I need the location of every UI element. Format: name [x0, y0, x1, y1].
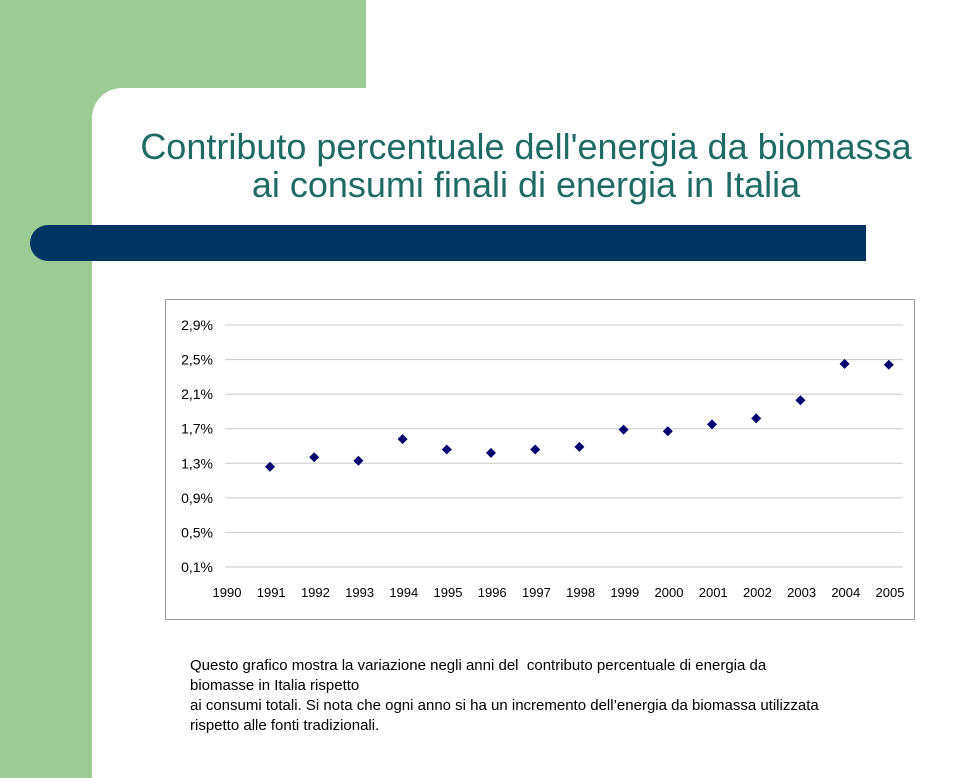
caption-line-2: biomasse in Italia rispetto	[190, 677, 360, 694]
y-tick-label: 0,9%	[181, 489, 213, 506]
y-tick-label: 0,5%	[181, 524, 213, 541]
x-tick-label: 2005	[875, 585, 905, 600]
y-tick-label: 2,9%	[181, 317, 213, 333]
data-point-1995	[486, 448, 496, 458]
x-tick-label: 2003	[787, 585, 817, 600]
data-point-2003	[840, 359, 850, 369]
y-tick-label: 1,7%	[181, 420, 213, 437]
x-tick-label: 1996	[477, 585, 507, 600]
title-underline-bar	[30, 225, 866, 261]
caption-line-3: ai consumi totali. Si nota che ogni anno si ha un incremento dell’energia da biomassa utilizzata	[190, 697, 819, 714]
data-point-2001	[751, 413, 761, 423]
data-point-2004	[884, 360, 894, 370]
title-line-1: Contributo percentuale dell'energia da biomassa	[140, 126, 912, 167]
biomass-percentage-chart	[165, 299, 915, 620]
data-point-1994	[442, 444, 452, 454]
x-axis-ticks	[213, 585, 905, 600]
x-tick-label: 1991	[256, 585, 286, 600]
caption-line-1: Questo grafico mostra la variazione negli anni del contributo percentuale di energia da	[190, 657, 767, 674]
x-tick-label: 2004	[831, 585, 861, 600]
x-tick-label: 2002	[742, 585, 772, 600]
data-point-1992	[353, 456, 363, 466]
y-tick-label: 2,5%	[181, 351, 213, 368]
x-tick-label: 1990	[212, 585, 242, 600]
y-tick-label: 2,1%	[181, 386, 213, 403]
caption-line-4: rispetto alle fonti tradizionali.	[190, 717, 380, 734]
y-tick-label: 0,1%	[181, 559, 213, 575]
x-tick-label: 1993	[345, 585, 375, 600]
data-point-1996	[530, 444, 540, 454]
data-point-2002	[795, 395, 805, 405]
x-tick-label: 1999	[610, 585, 640, 600]
y-axis-ticks	[181, 317, 213, 575]
x-tick-label: 1994	[389, 585, 419, 600]
x-tick-label: 2000	[654, 585, 684, 600]
slide-title	[92, 128, 960, 204]
data-point-1997	[574, 442, 584, 452]
data-point-1999	[663, 426, 673, 436]
background-green-strip	[0, 0, 92, 778]
x-tick-label: 1992	[300, 585, 330, 600]
x-tick-label: 1998	[566, 585, 596, 600]
title-line-2: ai consumi finali di energia in Italia	[251, 164, 801, 205]
data-point-1993	[398, 434, 408, 444]
y-tick-label: 1,3%	[181, 455, 213, 472]
x-tick-label: 2001	[698, 585, 728, 600]
chart-caption	[190, 656, 950, 736]
data-point-1998	[619, 425, 629, 435]
x-tick-label: 1995	[433, 585, 463, 600]
x-tick-label: 1997	[521, 585, 551, 600]
data-point-1991	[309, 452, 319, 462]
data-point-2000	[707, 419, 717, 429]
gridlines	[225, 325, 903, 567]
data-points	[265, 359, 894, 472]
